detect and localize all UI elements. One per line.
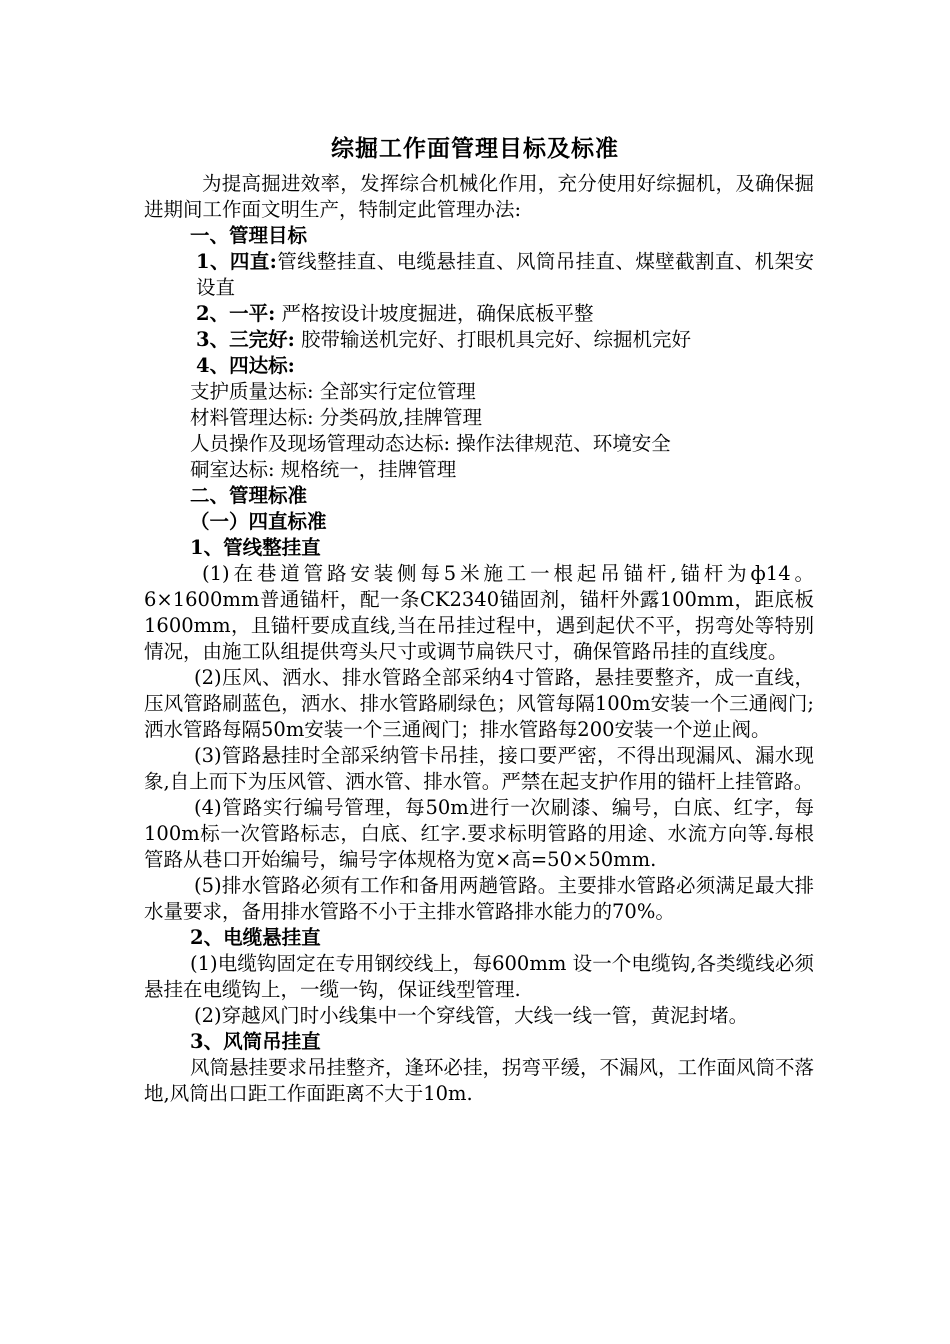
- paragraph: (2)穿越风门时小线集中一个穿线管，大线一线一管，黄泥封堵。: [194, 1004, 749, 1027]
- paragraph: (3)管路悬挂时全部采纳管卡吊挂，接口要严密，不得出现漏风、漏水现象,自上而下为压风管、洒水管、排水管。严禁在起支护作用的锚杆上挂管路。: [144, 744, 814, 793]
- goal-label: 1、四直:: [196, 250, 277, 273]
- goal-label: 3、三完好:: [196, 328, 295, 351]
- section-heading-standards: 二、管理标准: [190, 484, 308, 507]
- part-heading-pipelines: 1、管线整挂直: [190, 536, 321, 559]
- goal-item: [144, 249, 814, 301]
- goal-text: 严格按设计坡度掘进，确保底板平整: [275, 302, 594, 325]
- standard-line: 硐室达标: 规格统一，挂牌管理: [190, 458, 457, 481]
- paragraph: (2)压风、洒水、排水管路全部采纳4寸管路，悬挂要整齐，成一直线，压风管路刷蓝色，洒水、排水管路刷绿色；风管每隔100m安装一个三通阀门;洒水管路每隔50m安装一个三通阀门；排水管路每200安装一个逆止阀。: [144, 666, 814, 741]
- goal-label: 2、一平:: [196, 302, 276, 325]
- goal-item: [144, 327, 814, 353]
- section-heading-goals: 一、管理目标: [190, 224, 308, 247]
- goal-item: [144, 353, 814, 379]
- intro-paragraph: 为提高掘进效率，发挥综合机械化作用，充分使用好综掘机，及确保掘进期间工作面文明生产，特制定此管理办法:: [144, 172, 814, 221]
- paragraph: (4)管路实行编号管理，每50m进行一次刷漆、编号，白底、红字，每100m标一次管路标志，白底、红字.要求标明管路的用途、水流方向等.每根管路从巷口开始编号，编号字体规格为宽×高=50×50mm.: [144, 796, 814, 871]
- goal-item: [144, 301, 814, 327]
- standard-line: 支护质量达标: 全部实行定位管理: [190, 380, 476, 403]
- paragraph: (1)电缆钩固定在专用钢绞线上，每600mm 设一个电缆钩,各类缆线必须悬挂在电缆钩上，一缆一钩，保证线型管理.: [144, 952, 814, 1001]
- goal-label: 4、四达标:: [196, 354, 295, 377]
- part-heading-air-ducts: 3、风筒吊挂直: [190, 1030, 321, 1053]
- subsection-heading: （一）四直标准: [190, 510, 327, 533]
- paragraph: (5)排水管路必须有工作和备用两趟管路。主要排水管路必须满足最大排水量要求，备用排水管路不小于主排水管路排水能力的70%。: [144, 874, 814, 923]
- page-title: 综掘工作面管理目标及标准: [331, 135, 619, 162]
- goal-text: 胶带输送机完好、打眼机具完好、综掘机完好: [294, 328, 691, 351]
- paragraph: 风筒悬挂要求吊挂整齐，逢环必挂，拐弯平缓，不漏风，工作面风筒不落地,风筒出口距工作面距离不大于10m.: [144, 1056, 815, 1105]
- standard-line: 人员操作及现场管理动态达标: 操作法律规范、环境安全: [190, 432, 671, 455]
- part-heading-cables: 2、电缆悬挂直: [190, 926, 321, 949]
- goal-text: 管线整挂直、电缆悬挂直、风筒吊挂直、煤壁截割直、机架安设直: [196, 250, 814, 299]
- paragraph: (1)在巷道管路安装侧每5米施工一根起吊锚杆,锚杆为ф14。6×1600mm普通锚杆，配一条CK2340锚固剂，锚杆外露100mm，距底板1600mm，且锚杆要成直线,当在吊挂过程中，遇到起伏不平，拐弯处等特别情况，由施工队组提供弯头尺寸或调节扁铁尺寸，确保管路吊挂的直线度。: [144, 562, 814, 663]
- document-body: [144, 171, 814, 1107]
- standard-line: 材料管理达标: 分类码放,挂牌管理: [190, 406, 482, 429]
